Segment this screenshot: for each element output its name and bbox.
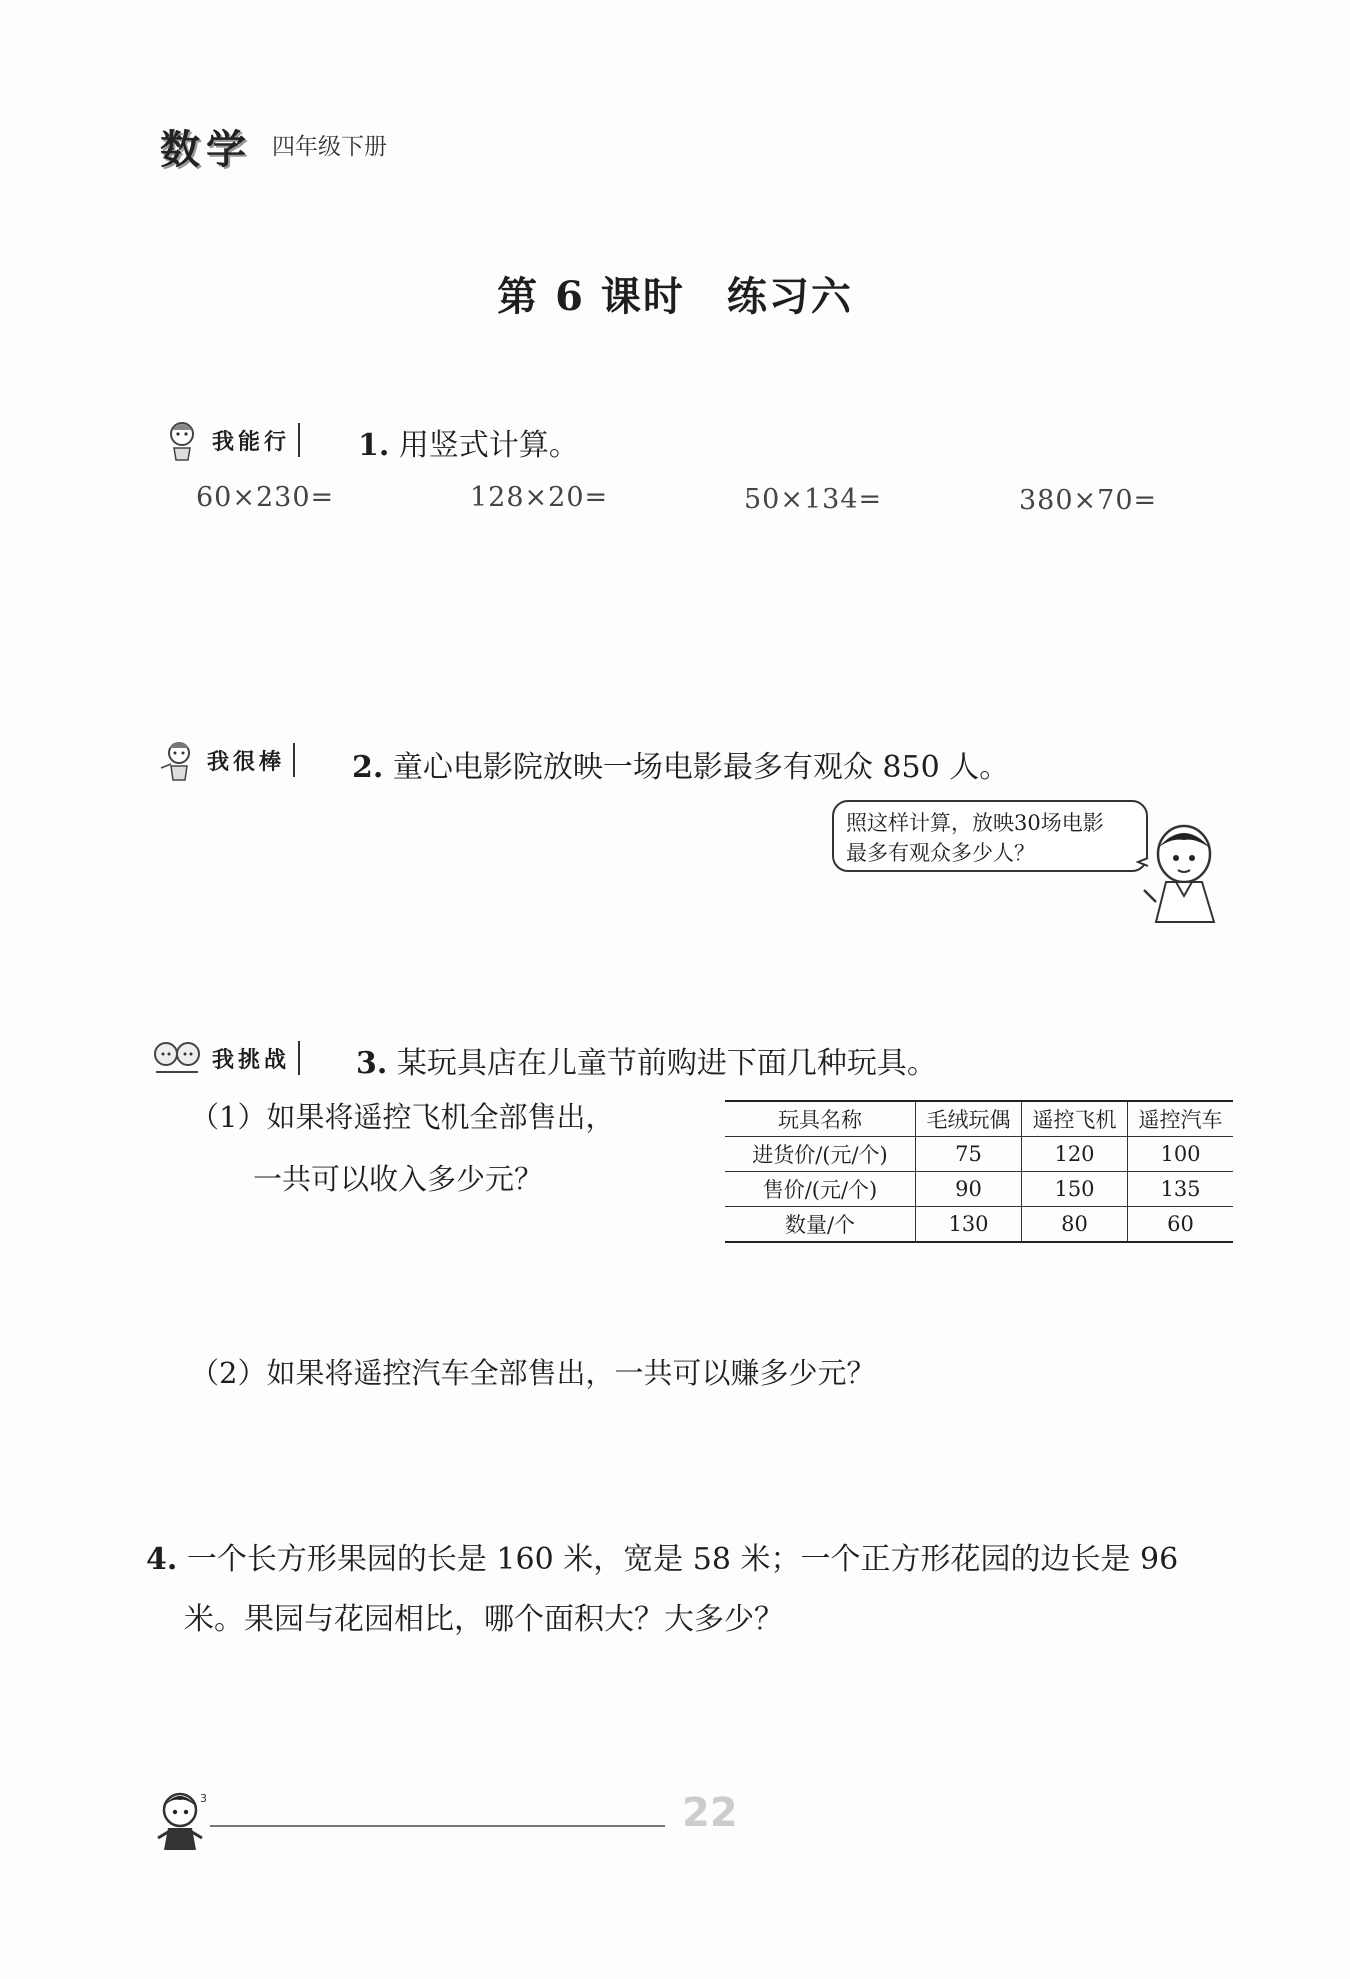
bubble-line-2: 最多有观众多少人？ [846,841,1035,865]
table-header-row [725,1101,1233,1137]
mascot-icon [160,418,204,462]
table-row [725,1137,1233,1172]
subject-title: 数学 [160,127,252,173]
row-label: 售价/(元/个) [725,1172,916,1207]
expression-4: 380×70= [1019,485,1158,516]
table-row [725,1207,1233,1243]
table-cell: 75 [916,1137,1022,1172]
question-text: 某玩具店在儿童节前购进下面几种玩具。 [396,1046,937,1081]
svg-text:3: 3 [200,1792,207,1805]
toy-table [725,1100,1233,1243]
badge-label: 我很棒 [207,749,286,775]
badge-section-2 [155,738,295,782]
lesson-title: 第 6 课时 练习六 [497,273,853,320]
question-number: 1. [358,428,390,463]
footer-divider [210,1825,665,1827]
question-number: 4. [146,1542,178,1577]
row-label: 数量/个 [725,1207,916,1243]
table-cell: 130 [916,1207,1022,1243]
badge-divider [293,743,295,777]
question-3 [356,1038,937,1082]
table-cell: 100 [1128,1137,1234,1172]
question-1 [358,420,579,464]
question-number: 2. [352,750,384,785]
expression-3: 50×134= [744,484,883,515]
badge-label: 我挑战 [212,1047,291,1073]
table-header-cell: 遥控飞机 [1022,1101,1128,1137]
badge-divider [298,1041,300,1075]
row-label: 进货价/(元/个) [725,1137,916,1172]
sub-question-1-line-2: 一共可以收入多少元？ [253,1162,544,1196]
sub-question-2: （2）如果将遥控汽车全部售出，一共可以赚多少元？ [190,1356,876,1390]
question-text: 童心电影院放映一场电影最多有观众 850 人。 [392,750,1010,785]
question-text: 用竖式计算。 [398,428,579,463]
table-cell: 60 [1128,1207,1234,1243]
mascot-icon [150,1036,204,1080]
badge-divider [298,423,300,457]
sub-question-1-line-1: （1）如果将遥控飞机全部售出， [190,1100,615,1134]
table-header-cell: 玩具名称 [725,1101,916,1137]
expression-1: 60×230= [196,482,335,513]
page-number: 22 [682,1790,738,1836]
table-cell: 120 [1022,1137,1128,1172]
mascot-icon [155,738,199,782]
grade-label: 四年级下册 [272,134,387,160]
boy-illustration [1136,818,1226,924]
table-header-cell: 遥控汽车 [1128,1101,1234,1137]
badge-section-1 [160,418,300,462]
badge-section-3 [150,1036,300,1080]
sub-question-1 [190,1086,614,1210]
table-header-cell: 毛绒玩偶 [916,1101,1022,1137]
question-text-line-2: 米。果园与花园相比，哪个面积大？大多少？ [184,1602,784,1637]
bubble-line-1: 照这样计算，放映30场电影 [846,811,1104,835]
table-row [725,1172,1233,1207]
badge-label: 我能行 [212,429,291,455]
question-2 [352,742,1009,786]
question-text-line-1: 一个长方形果园的长是 160 米，宽是 58 米；一个正方形花园的边长是 96 [186,1542,1179,1577]
table-cell: 90 [916,1172,1022,1207]
table-cell: 80 [1022,1207,1128,1243]
table-cell: 135 [1128,1172,1234,1207]
speech-bubble [832,800,1148,872]
footer-mascot-icon [150,1788,212,1860]
table-cell: 150 [1022,1172,1128,1207]
expression-2: 128×20= [470,482,609,513]
question-number: 3. [356,1046,388,1081]
question-4 [146,1530,1246,1650]
